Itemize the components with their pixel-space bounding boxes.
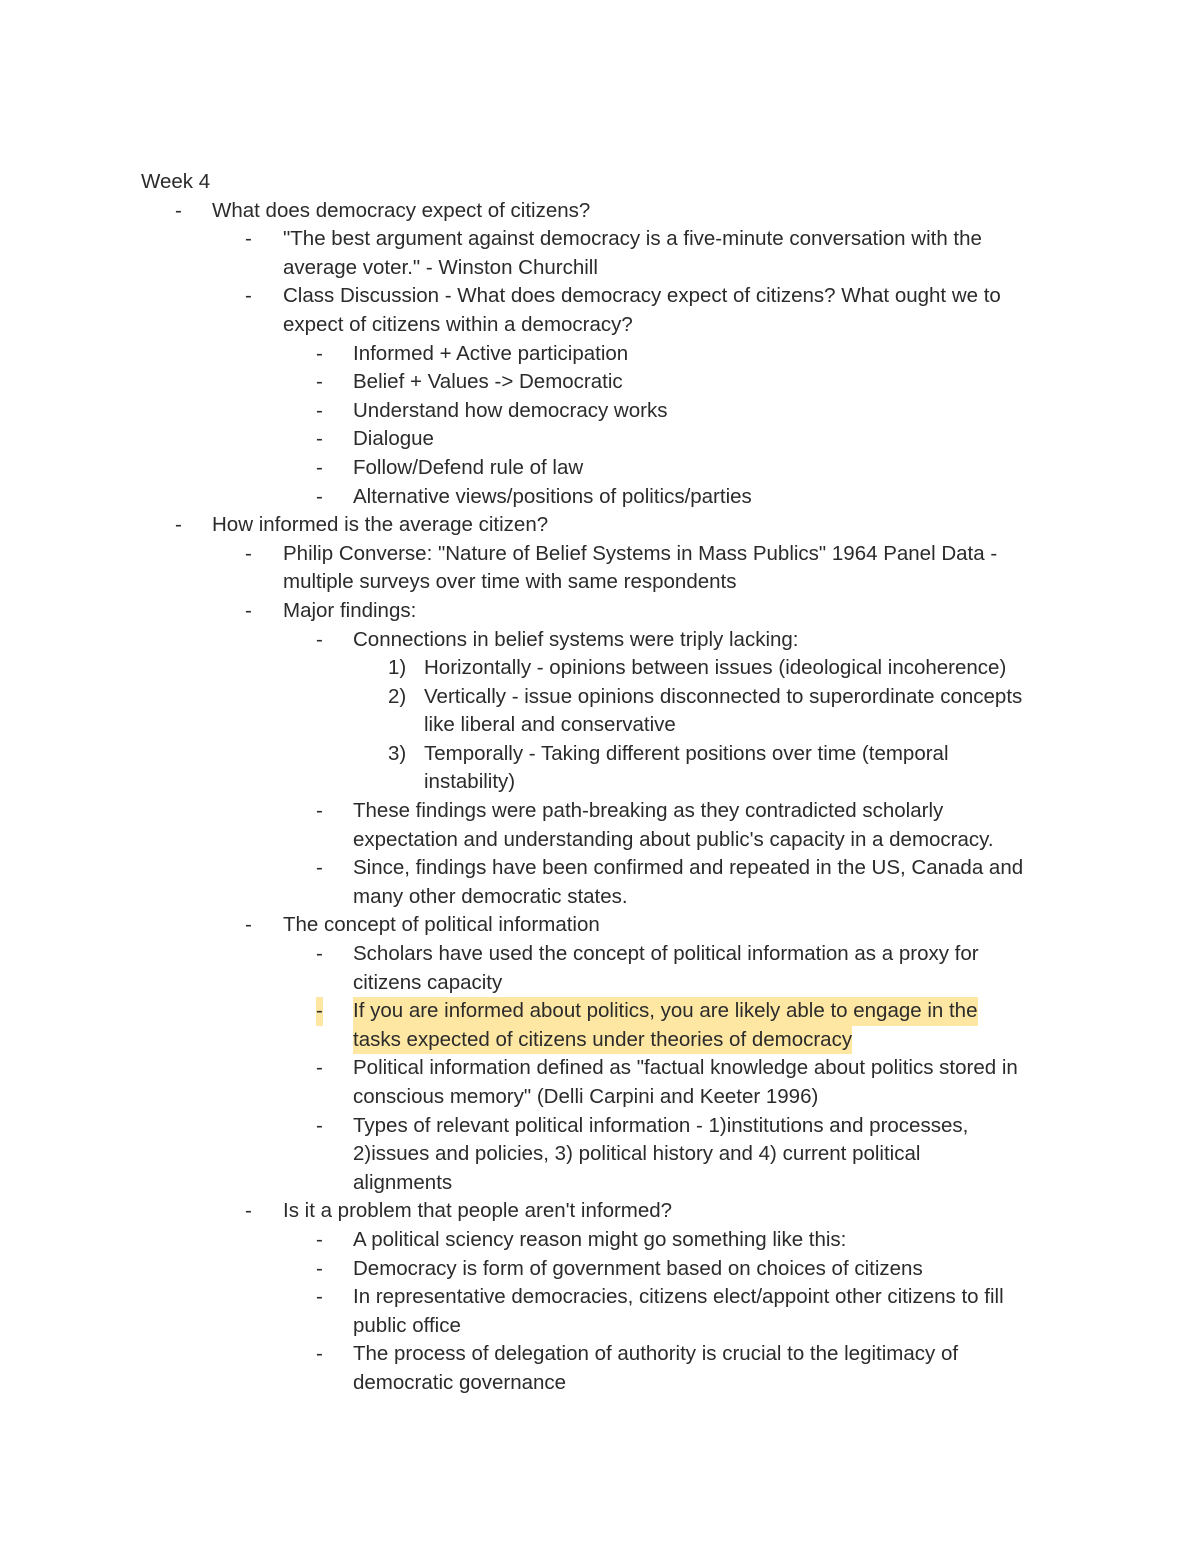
line-text: multiple surveys over time with same respondents bbox=[283, 570, 737, 594]
line-text: What does democracy expect of citizens? bbox=[212, 198, 591, 222]
note-line bbox=[0, 911, 1200, 940]
note-line bbox=[0, 1083, 1200, 1112]
line-text: like liberal and conservative bbox=[424, 713, 676, 737]
bullet-dash: - bbox=[316, 1056, 323, 1080]
line-text: "The best argument against democracy is a five-minute conversation with the bbox=[283, 227, 982, 251]
line-text: Democracy is form of government based on choices of citizens bbox=[353, 1256, 923, 1280]
highlighted-line-text: tasks expected of citizens under theories of democracy bbox=[353, 1026, 852, 1055]
note-line bbox=[0, 454, 1200, 483]
line-text: Political information defined as "factual knowledge about politics stored in bbox=[353, 1056, 1018, 1080]
bullet-dash: - bbox=[245, 541, 252, 565]
note-line bbox=[0, 654, 1200, 683]
bullet-dash: - bbox=[245, 913, 252, 937]
page-title: Week 4 bbox=[141, 170, 211, 193]
line-text: Connections in belief systems were triply lacking: bbox=[353, 627, 799, 651]
note-line bbox=[0, 1312, 1200, 1341]
note-line bbox=[0, 368, 1200, 397]
line-text: Dialogue bbox=[353, 427, 434, 451]
bullet-dash: - bbox=[316, 1113, 323, 1137]
line-text: Vertically - issue opinions disconnected to superordinate concepts bbox=[424, 684, 1023, 708]
line-text: democratic governance bbox=[353, 1370, 567, 1394]
note-line bbox=[0, 540, 1200, 569]
line-text: public office bbox=[353, 1313, 461, 1337]
line-text: conscious memory" (Delli Carpini and Keeter 1996) bbox=[353, 1085, 819, 1108]
line-text: alignments bbox=[353, 1170, 453, 1194]
bullet-dash: - bbox=[175, 513, 182, 537]
bullet-dash: - bbox=[316, 341, 323, 365]
notes-body bbox=[0, 168, 1200, 1398]
note-line bbox=[0, 711, 1200, 740]
note-line bbox=[0, 626, 1200, 655]
note-line bbox=[0, 997, 1200, 1026]
note-line bbox=[0, 1140, 1200, 1169]
note-line bbox=[0, 282, 1200, 311]
bullet-dash: - bbox=[316, 627, 323, 651]
note-line bbox=[0, 683, 1200, 712]
note-line bbox=[0, 1283, 1200, 1312]
note-line bbox=[0, 826, 1200, 855]
bullet-dash: - bbox=[245, 1199, 252, 1223]
list-number: 2) bbox=[388, 684, 407, 708]
bullet-dash: - bbox=[316, 799, 323, 823]
note-line bbox=[0, 1340, 1200, 1369]
note-line bbox=[0, 311, 1200, 340]
line-text: Alternative views/positions of politics/parties bbox=[353, 484, 752, 508]
bullet-dash: - bbox=[316, 942, 323, 966]
note-line bbox=[0, 883, 1200, 912]
line-text: Belief + Values -> Democratic bbox=[353, 370, 623, 394]
line-text: Horizontally - opinions between issues (ideological incoherence) bbox=[424, 656, 1007, 680]
line-text: Since, findings have been confirmed and repeated in the US, Canada and bbox=[353, 856, 1024, 880]
note-line bbox=[0, 1226, 1200, 1255]
bullet-dash: - bbox=[316, 1256, 323, 1280]
bullet-dash: - bbox=[245, 598, 252, 622]
bullet-dash: - bbox=[316, 398, 323, 422]
line-text: Philip Converse: "Nature of Belief Systems in Mass Publics" 1964 Panel Data - bbox=[283, 541, 998, 565]
line-text: Understand how democracy works bbox=[353, 398, 668, 422]
note-line bbox=[0, 425, 1200, 454]
note-line bbox=[0, 740, 1200, 769]
note-line bbox=[0, 254, 1200, 283]
line-text: Is it a problem that people aren't informed? bbox=[283, 1199, 673, 1223]
bullet-dash: - bbox=[316, 455, 323, 479]
note-line bbox=[0, 397, 1200, 426]
line-text: Major findings: bbox=[283, 598, 417, 622]
line-text: expectation and understanding about public's capacity in a democracy. bbox=[353, 827, 994, 851]
list-number: 3) bbox=[388, 741, 407, 765]
note-line bbox=[0, 225, 1200, 254]
note-line bbox=[0, 483, 1200, 512]
note-line bbox=[0, 1112, 1200, 1141]
note-line bbox=[0, 568, 1200, 597]
line-text: average voter." - Winston Churchill bbox=[283, 255, 598, 279]
line-text: Types of relevant political information - 1)institutions and processes, bbox=[353, 1113, 969, 1137]
note-line bbox=[0, 854, 1200, 883]
line-text: The concept of political information bbox=[283, 913, 600, 937]
bullet-dash: - bbox=[316, 370, 323, 394]
line-text: A political sciency reason might go something like this: bbox=[353, 1227, 847, 1251]
line-text: 2)issues and policies, 3) political history and 4) current political bbox=[353, 1142, 921, 1166]
line-text: How informed is the average citizen? bbox=[212, 513, 549, 537]
note-line bbox=[0, 1169, 1200, 1198]
note-line bbox=[0, 1054, 1200, 1083]
note-line bbox=[0, 197, 1200, 226]
note-line bbox=[0, 768, 1200, 797]
bullet-dash: - bbox=[245, 284, 252, 308]
bullet-dash: - bbox=[316, 1342, 323, 1366]
bullet-dash: - bbox=[316, 997, 323, 1026]
note-line bbox=[0, 1255, 1200, 1284]
line-text: The process of delegation of authority is crucial to the legitimacy of bbox=[353, 1342, 959, 1366]
note-line bbox=[0, 969, 1200, 998]
note-line bbox=[0, 940, 1200, 969]
line-text: Class Discussion - What does democracy expect of citizens? What ought we to bbox=[283, 284, 1001, 308]
note-line bbox=[0, 1026, 1200, 1055]
line-text: Follow/Defend rule of law bbox=[353, 455, 584, 479]
line-text: Temporally - Taking different positions over time (temporal bbox=[424, 741, 949, 765]
bullet-dash: - bbox=[316, 856, 323, 880]
line-text: Informed + Active participation bbox=[353, 341, 629, 365]
bullet-dash: - bbox=[316, 484, 323, 508]
list-number: 1) bbox=[388, 656, 407, 680]
note-line bbox=[0, 1369, 1200, 1398]
note-line bbox=[0, 597, 1200, 626]
note-line bbox=[0, 797, 1200, 826]
note-line bbox=[0, 340, 1200, 369]
line-text: citizens capacity bbox=[353, 970, 503, 994]
line-text: In representative democracies, citizens elect/appoint other citizens to fill bbox=[353, 1285, 1004, 1309]
line-text: many other democratic states. bbox=[353, 884, 628, 908]
line-text: Scholars have used the concept of political information as a proxy for bbox=[353, 942, 979, 966]
title-line bbox=[0, 168, 1200, 197]
line-text: expect of citizens within a democracy? bbox=[283, 312, 633, 336]
bullet-dash: - bbox=[245, 227, 252, 251]
note-line bbox=[0, 1197, 1200, 1226]
bullet-dash: - bbox=[316, 427, 323, 451]
note-line bbox=[0, 511, 1200, 540]
bullet-dash: - bbox=[316, 1285, 323, 1309]
bullet-dash: - bbox=[175, 198, 182, 222]
highlighted-line-text: If you are informed about politics, you are likely able to engage in the bbox=[353, 997, 978, 1026]
bullet-dash: - bbox=[316, 1227, 323, 1251]
line-text: These findings were path-breaking as they contradicted scholarly bbox=[353, 799, 944, 823]
line-text: instability) bbox=[424, 770, 516, 794]
